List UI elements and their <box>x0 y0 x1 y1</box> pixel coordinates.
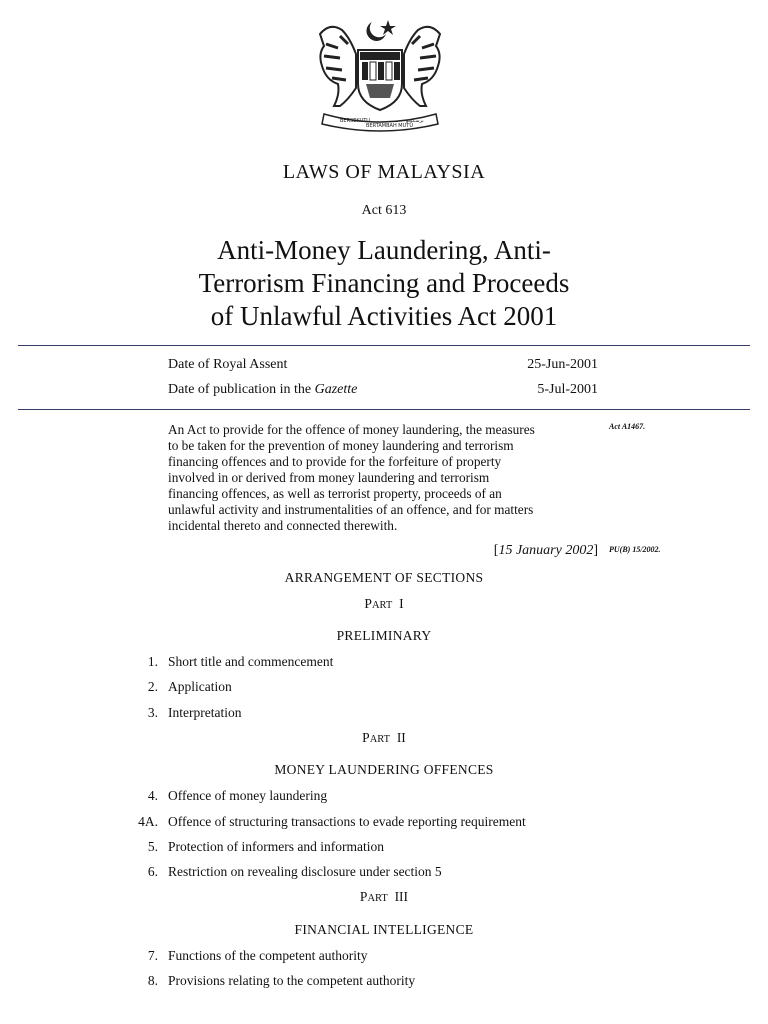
preamble-line: involved in or derived from money laundering and terrorism <box>168 470 490 485</box>
section-number: 8. <box>147 973 158 988</box>
bracket-open: [ <box>493 543 499 558</box>
publication-date-label <box>168 382 357 398</box>
section-number: 4. <box>147 788 158 803</box>
gazette-word: Gazette <box>314 382 358 397</box>
act-title-line-3: of Unlawful Activities Act 2001 <box>210 301 558 331</box>
part-label <box>0 596 768 612</box>
arrangement-heading: ARRANGEMENT OF SECTIONS <box>284 570 484 585</box>
preamble-line: unlawful activity and instrumentalities of an offence, and for matters <box>168 502 534 517</box>
part-number: III <box>394 889 409 904</box>
section-number: 7. <box>147 948 158 963</box>
part-label <box>0 889 768 905</box>
part-number: I <box>399 596 404 611</box>
publication-date-value: 5-Jul-2001 <box>537 382 598 397</box>
section-number: 3. <box>147 705 158 720</box>
preamble-line: to be taken for the prevention of money laundering and terrorism <box>168 438 514 453</box>
section-number: 6. <box>147 864 158 879</box>
section-title-link[interactable]: Protection of informers and information <box>168 839 384 854</box>
malaysia-coat-of-arms-emblem <box>310 14 450 134</box>
part-title: FINANCIAL INTELLIGENCE <box>294 922 474 937</box>
preamble-line: financing offences and to provide for the forfeiture of property <box>168 454 502 469</box>
preamble-line: An Act to provide for the offence of money laundering, the measures <box>168 422 535 437</box>
part-number: II <box>396 730 406 745</box>
section-title-link[interactable]: Short title and commencement <box>168 654 334 669</box>
section-title-link[interactable]: Application <box>168 679 232 694</box>
motto-right-text: ﺑﺮﺳﻜﻮﺗﻮ <box>406 118 424 124</box>
section-title-link[interactable]: Provisions relating to the competent authority <box>168 973 416 988</box>
commencement-date-text: 15 January 2002 <box>498 543 594 558</box>
commencement-date <box>494 543 598 559</box>
bottom-divider <box>18 409 750 410</box>
part-word-initial: P <box>362 730 370 745</box>
top-divider <box>18 345 750 346</box>
section-number: 2. <box>147 679 158 694</box>
preamble-line: financing offences, as well as terrorist property, proceeds of an <box>168 486 502 501</box>
part-title: MONEY LAUNDERING OFFENCES <box>274 762 494 777</box>
part-word-initial: P <box>359 889 368 904</box>
section-title-link[interactable]: Interpretation <box>168 705 242 720</box>
bracket-close: ] <box>593 543 598 558</box>
section-title-link[interactable]: Offence of money laundering <box>168 788 328 803</box>
section-title-link[interactable]: Restriction on revealing disclosure under section 5 <box>168 864 442 879</box>
preamble-line: incidental thereto and connected therewith. <box>168 518 398 533</box>
section-title-link[interactable]: Offence of structuring transactions to evade reporting requirement <box>168 814 526 829</box>
preamble <box>168 422 598 534</box>
part-label <box>0 730 768 746</box>
part-word-rest: ART <box>367 893 388 904</box>
part-word-initial: P <box>364 596 372 611</box>
margin-note-gazette: PU(B) 15/2002. <box>609 545 661 554</box>
act-title <box>0 234 768 333</box>
part-word-rest: ART <box>371 600 393 611</box>
part-title: PRELIMINARY <box>336 628 432 643</box>
act-title-line-1: Anti-Money Laundering, Anti- <box>217 235 551 265</box>
motto-left-text: BERSEKUTU <box>340 118 370 124</box>
royal-assent-value: 25-Jun-2001 <box>527 357 598 372</box>
part-word-rest: ART <box>369 734 391 745</box>
motto-center-text: BERTAMBAH MUTU <box>366 123 413 129</box>
act-title-line-2: Terrorism Financing and Proceeds <box>198 268 570 298</box>
section-title-link[interactable]: Functions of the competent authority <box>168 948 368 963</box>
laws-of-malaysia-heading: LAWS OF MALAYSIA <box>282 161 486 183</box>
section-number: 5. <box>147 839 158 854</box>
section-number: 4A. <box>138 814 158 829</box>
act-number: Act 613 <box>361 203 407 218</box>
margin-note-amendment: Act A1467. <box>609 422 646 431</box>
section-number: 1. <box>147 654 158 669</box>
publication-label-prefix: Date of publication in the <box>168 382 315 397</box>
royal-assent-label: Date of Royal Assent <box>168 357 288 372</box>
